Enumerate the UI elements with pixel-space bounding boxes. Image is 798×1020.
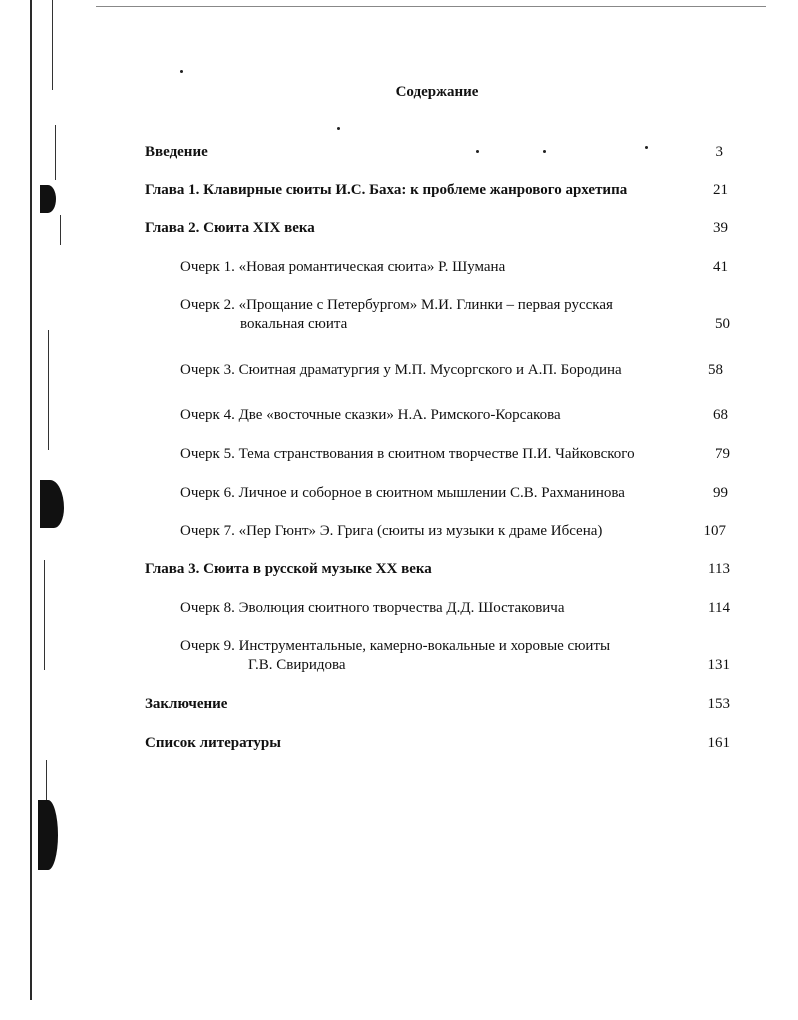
toc-entry-essay-3: Очерк 3. Сюитная драматургия у М.П. Мусоргского и А.П. Бородина [180, 362, 622, 378]
toc-entry-essay-7: Очерк 7. «Пер Гюнт» Э. Грига (сюиты из музыки к драме Ибсена) [180, 523, 603, 539]
scan-speck [180, 70, 183, 73]
toc-entry-essay-1: Очерк 1. «Новая романтическая сюита» Р. Шумана [180, 259, 506, 275]
toc-page-number: 50 [715, 316, 730, 332]
toc-entry-essay-8: Очерк 8. Эволюция сюитного творчества Д.Д. Шостаковича [180, 600, 565, 616]
toc-entry-essay-5: Очерк 5. Тема странствования в сюитном творчестве П.И. Чайковского [180, 446, 635, 462]
scan-scratch [60, 215, 61, 245]
toc-entry-chapter-2: Глава 2. Сюита XIX века [145, 220, 315, 236]
scan-blot [40, 480, 64, 528]
toc-page-number: 41 [713, 259, 728, 275]
scan-top-edge [96, 6, 766, 7]
toc-entry-chapter-1: Глава 1. Клавирные сюиты И.С. Баха: к проблеме жанрового архетипа [145, 182, 628, 198]
toc-page-number: 153 [707, 696, 730, 712]
toc-page-number: 39 [713, 220, 728, 236]
toc-title: Содержание [395, 84, 479, 100]
scan-scratch [55, 125, 56, 180]
scan-scratch [48, 330, 49, 450]
toc-entry-essay-2: Очерк 2. «Прощание с Петербургом» М.И. Глинки – первая русская [180, 297, 613, 313]
scan-blot [38, 800, 58, 870]
toc-entry-essay-9-continuation: Г.В. Свиридова [248, 657, 346, 673]
scan-speck [476, 150, 479, 153]
scan-blot [40, 185, 56, 213]
toc-page-number: 68 [713, 407, 728, 423]
toc-page-number: 99 [713, 485, 728, 501]
toc-entry-essay-4: Очерк 4. Две «восточные сказки» Н.А. Римского-Корсакова [180, 407, 561, 423]
toc-page-number: 58 [708, 362, 723, 378]
scan-scratch [52, 0, 53, 90]
toc-entry-bibliography: Список литературы [145, 735, 281, 751]
scan-speck [543, 150, 546, 153]
toc-page-number: 107 [703, 523, 726, 539]
scan-scratch [46, 760, 47, 800]
toc-entry-essay-9: Очерк 9. Инструментальные, камерно-вокальные и хоровые сюиты [180, 638, 611, 654]
toc-entry-essay-2-continuation: вокальная сюита [240, 316, 348, 332]
toc-page-number: 161 [707, 735, 730, 751]
toc-page-number: 21 [713, 182, 728, 198]
scan-edge-line [30, 0, 32, 1000]
scan-speck [337, 127, 340, 130]
toc-entry-conclusion: Заключение [145, 696, 228, 712]
scan-scratch [44, 560, 45, 670]
toc-entry-introduction: Введение [145, 144, 208, 160]
toc-page-number: 3 [715, 144, 723, 160]
toc-page-number: 113 [708, 561, 730, 577]
toc-page-number: 131 [707, 657, 730, 673]
toc-entry-chapter-3: Глава 3. Сюита в русской музыке XX века [145, 561, 432, 577]
toc-page-number: 79 [715, 446, 730, 462]
scan-speck [645, 146, 648, 149]
toc-page-number: 114 [708, 600, 730, 616]
toc-entry-essay-6: Очерк 6. Личное и соборное в сюитном мышлении С.В. Рахманинова [180, 485, 625, 501]
